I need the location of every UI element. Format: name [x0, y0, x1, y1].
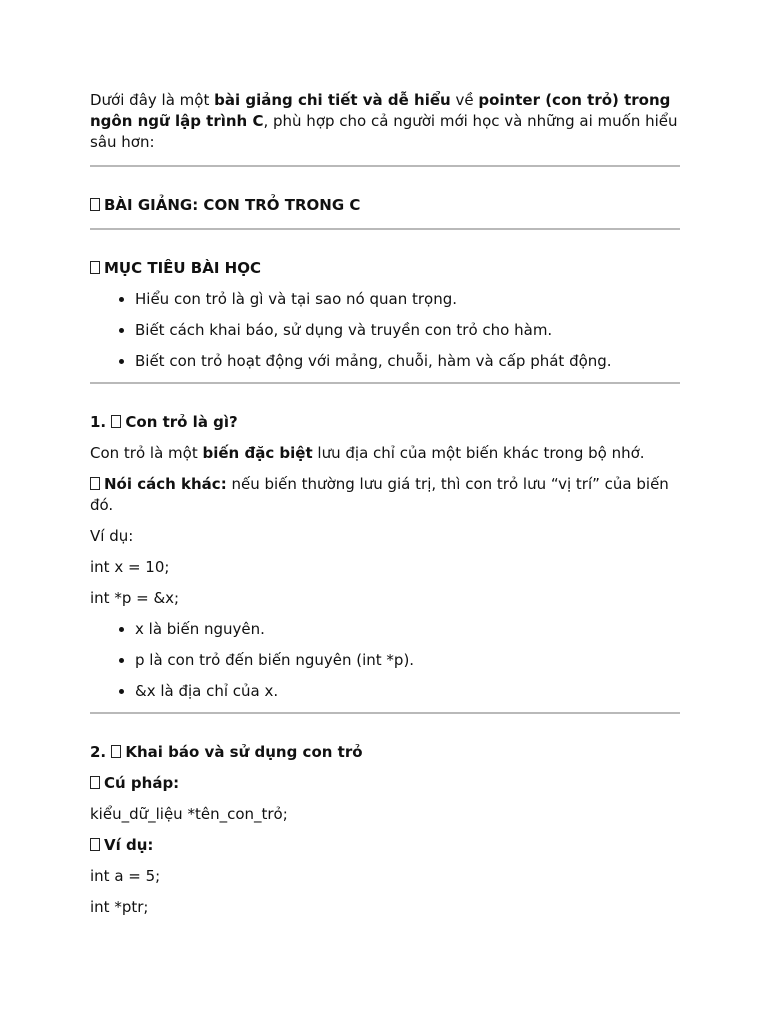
missing-glyph-icon — [90, 198, 100, 211]
list-item: • p là con trỏ đến biến nguyên (int *p). — [135, 650, 680, 671]
code-line: int *ptr; — [90, 898, 149, 916]
lecture-title-text: BÀI GIẢNG: CON TRỎ TRONG C — [104, 196, 361, 214]
intro-bold-1: bài giảng chi tiết và dễ hiểu — [214, 91, 451, 109]
objectives-list — [90, 289, 680, 372]
intro-text-2: về — [450, 91, 479, 109]
section1-heading — [90, 412, 680, 433]
missing-glyph-icon — [90, 477, 100, 490]
lecture-title — [90, 195, 680, 216]
syntax-label — [90, 773, 680, 794]
example2-label-text: Ví dụ: — [104, 836, 154, 854]
example-explanation-list — [90, 619, 680, 702]
section2-number: 2. — [90, 743, 107, 761]
objectives-heading — [90, 258, 680, 279]
divider — [90, 165, 680, 167]
other-words-paragraph — [90, 474, 680, 516]
list-item: • x là biến nguyên. — [135, 619, 680, 640]
pointer-definition — [90, 443, 680, 464]
missing-glyph-icon — [90, 776, 100, 789]
code-line: int *p = &x; — [90, 589, 180, 607]
code-line: int x = 10; — [90, 558, 170, 576]
def-text-2: lưu địa chỉ của một biến khác trong bộ nhớ. — [312, 444, 645, 462]
example2-label — [90, 835, 680, 856]
example-label: Ví dụ: — [90, 527, 134, 545]
divider — [90, 228, 680, 230]
def-bold: biến đặc biệt — [202, 444, 313, 462]
divider — [90, 712, 680, 714]
other-words-bold: Nói cách khác: — [104, 475, 227, 493]
def-text-1: Con trỏ là một — [90, 444, 203, 462]
missing-glyph-icon — [111, 745, 121, 758]
list-item: • Biết con trỏ hoạt động với mảng, chuỗi, hàm và cấp phát động. — [135, 351, 680, 372]
intro-paragraph — [90, 90, 680, 153]
missing-glyph-icon — [90, 261, 100, 274]
section2-heading — [90, 742, 680, 763]
other-words-text: nếu biến thường lưu giá trị, thì con trỏ lưu “vị trí” của biến đó. — [90, 475, 669, 514]
list-item: • &x là địa chỉ của x. — [135, 681, 680, 702]
intro-text-1: Dưới đây là một — [90, 91, 215, 109]
document-content — [90, 90, 680, 928]
code-line: kiểu_dữ_liệu *tên_con_trỏ; — [90, 805, 288, 823]
section1-number: 1. — [90, 413, 107, 431]
objectives-heading-text: MỤC TIÊU BÀI HỌC — [104, 259, 261, 277]
list-item: • Hiểu con trỏ là gì và tại sao nó quan trọng. — [135, 289, 680, 310]
section1-heading-text: Con trỏ là gì? — [125, 413, 238, 431]
divider — [90, 382, 680, 384]
syntax-label-text: Cú pháp: — [104, 774, 180, 792]
list-item: • Biết cách khai báo, sử dụng và truyền con trỏ cho hàm. — [135, 320, 680, 341]
missing-glyph-icon — [111, 415, 121, 428]
code-line: int a = 5; — [90, 867, 161, 885]
intro-text-3: , phù hợp cho cả người mới học và những ai muốn hiểu sâu hơn: — [90, 112, 678, 151]
intro-bold-2: pointer (con trỏ) trong ngôn ngữ lập trình C — [90, 91, 671, 130]
section2-heading-text: Khai báo và sử dụng con trỏ — [125, 743, 363, 761]
missing-glyph-icon — [90, 838, 100, 851]
